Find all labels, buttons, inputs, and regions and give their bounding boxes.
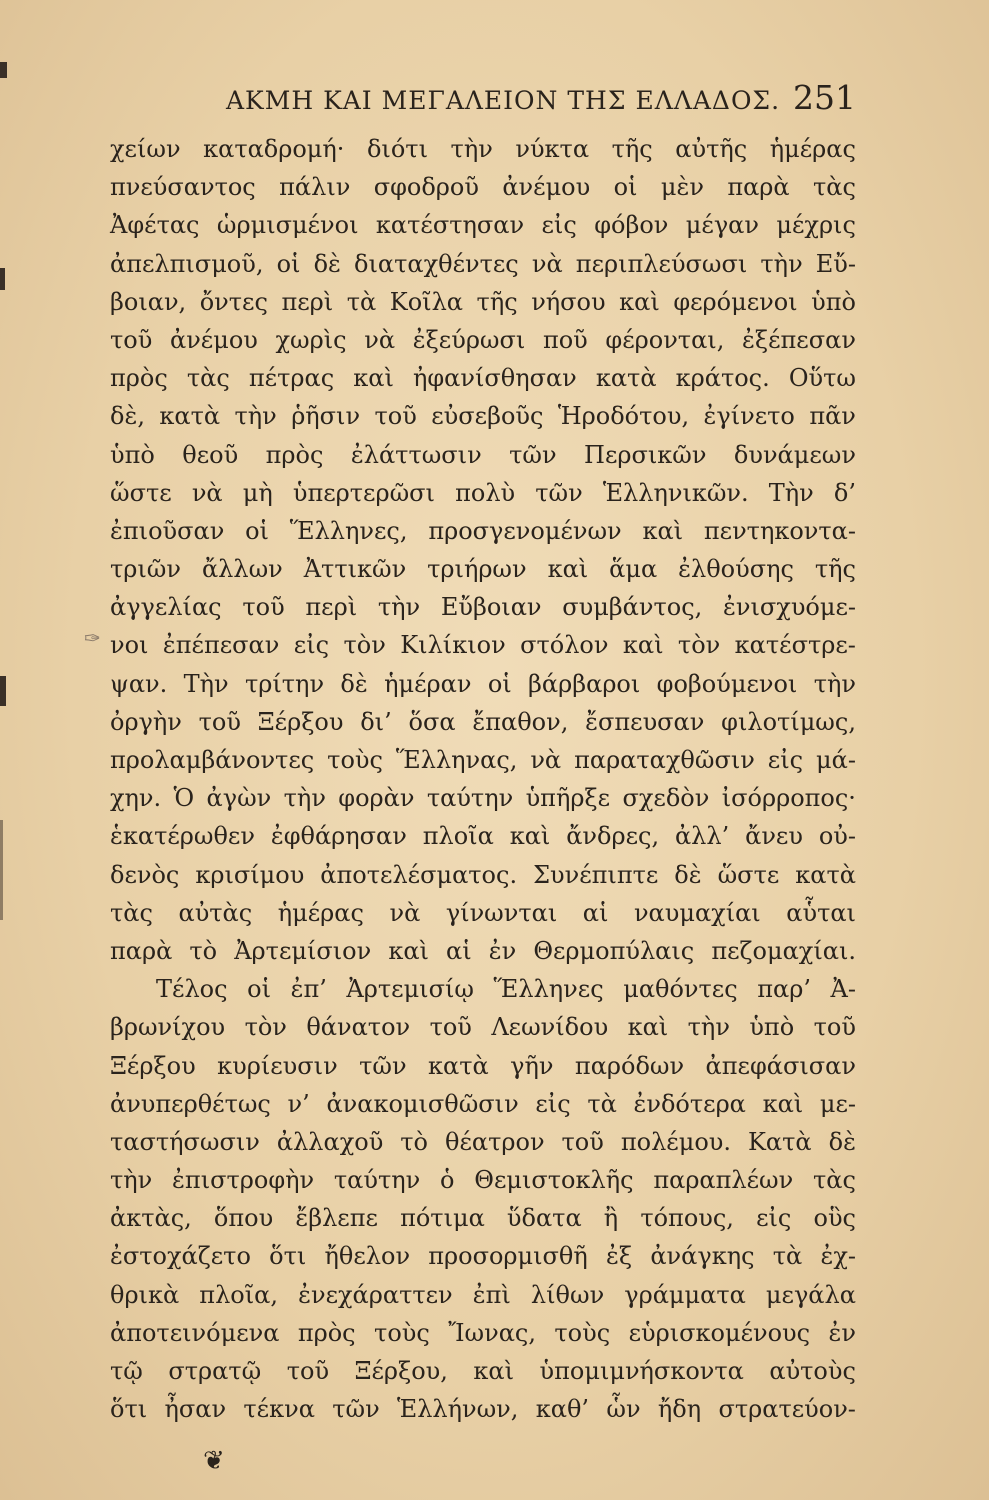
running-title: ΑΚΜΗ ΚΑΙ ΜΕΓΑΛΕΙΟΝ ΤΗΣ ΕΛΛΑΔΟΣ. — [226, 86, 781, 115]
text-line: δενὸς κρισίμου ἀποτελέσματος. Συνέπιπτε δὲ ὥστε κατὰ — [110, 860, 856, 889]
page-number: 251 — [793, 78, 856, 117]
text-line: Ξέρξου κυρίευσιν τῶν κατὰ γῆν παρόδων ἀπεφάσισαν — [110, 1051, 856, 1080]
body-text — [110, 130, 856, 1428]
text-line: νοι ἐπέπεσαν εἰς τὸν Κιλίκιον στόλον καὶ τὸν κατέστρε- — [110, 631, 856, 660]
text-line: πνεύσαντος πάλιν σφοδροῦ ἀνέμου οἱ μὲν παρὰ τὰς — [110, 173, 856, 202]
ornament-icon: ❦ — [203, 1446, 225, 1476]
text-line: βοιαν, ὄντες περὶ τὰ Κοῖλα τῆς νήσου καὶ φερόμενοι ὑπὸ — [110, 287, 856, 316]
text-line: θρικὰ πλοῖα, ἐνεχάραττεν ἐπὶ λίθων γράμματα μεγάλα — [110, 1280, 856, 1309]
text-line: ταστήσωσιν ἀλλαχοῦ τὸ θέατρον τοῦ πολέμου. Κατὰ δὲ — [110, 1127, 856, 1156]
text-line: δὲ, κατὰ τὴν ῥῆσιν τοῦ εὐσεβοῦς Ἡροδότου, ἐγίνετο πᾶν — [110, 402, 856, 431]
text-line: ἀνυπερθέτως ν’ ἀνακομισθῶσιν εἰς τὰ ἐνδότερα καὶ με- — [110, 1089, 856, 1118]
text-line: χείων καταδρομή· διότι τὴν νύκτα τῆς αὐτῆς ἡμέρας — [110, 135, 856, 163]
text-line: Τέλος οἱ ἐπ’ Ἀρτεμισίῳ Ἕλληνες μαθόντες παρ’ Ἀ- — [156, 975, 856, 1004]
text-line: ἀκτὰς, ὅπου ἔβλεπε πότιμα ὕδατα ἢ τόπους, εἰς οὓς — [110, 1204, 856, 1233]
text-line: ἀγγελίας τοῦ περὶ τὴν Εὔβοιαν συμβάντος, ἐνισχυόμε- — [110, 593, 856, 622]
left-edge-mark — [0, 820, 3, 920]
text-line: ὑπὸ θεοῦ πρὸς ἐλάττωσιν τῶν Περσικῶν δυνάμεων — [110, 440, 856, 469]
text-line: ψαν. Τὴν τρίτην δὲ ἡμέραν οἱ βάρβαροι φοβούμενοι τὴν — [110, 669, 856, 698]
text-line: Ἀφέτας ὡρμισμένοι κατέστησαν εἰς φόβον μέγαν μέχρις — [110, 211, 856, 240]
running-header — [226, 78, 856, 118]
text-line: τὰς αὐτὰς ἡμέρας νὰ γίνωνται αἱ ναυμαχίαι αὗται — [110, 898, 856, 927]
text-line: χην. Ὁ ἀγὼν τὴν φορὰν ταύτην ὑπῆρξε σχεδὸν ἰσόρροπος· — [110, 784, 856, 813]
text-line: ἀπελπισμοῦ, οἱ δὲ διαταχθέντες νὰ περιπλεύσωσι τὴν Εὔ- — [110, 249, 856, 278]
text-line: τοῦ ἀνέμου χωρὶς νὰ ἐξεύρωσι ποῦ φέρονται, ἐξέπεσαν — [110, 325, 856, 354]
text-line: τῷ στρατῷ τοῦ Ξέρξου, καὶ ὑπομιμνήσκοντα αὐτοὺς — [110, 1357, 856, 1385]
text-line: ὀργὴν τοῦ Ξέρξου δι’ ὅσα ἔπαθον, ἔσπευσαν φιλοτίμως, — [110, 707, 856, 736]
left-edge-mark — [0, 268, 5, 290]
text-line: τριῶν ἄλλων Ἀττικῶν τριήρων καὶ ἅμα ἐλθούσης τῆς — [110, 555, 856, 584]
text-line: πρὸς τὰς πέτρας καὶ ἠφανίσθησαν κατὰ κράτος. Οὕτω — [110, 364, 856, 393]
text-line: ὅτι ἦσαν τέκνα τῶν Ἑλλήνων, καθ’ ὧν ἤδη στρατεύον- — [110, 1395, 856, 1424]
text-line: ἀποτεινόμενα πρὸς τοὺς Ἴωνας, τοὺς εὑρισκομένους ἐν — [110, 1318, 856, 1347]
text-line: ὥστε νὰ μὴ ὑπερτερῶσι πολὺ τῶν Ἑλληνικῶν. Τὴν δ’ — [110, 478, 856, 507]
text-line: ἑκατέρωθεν ἐφθάρησαν πλοῖα καὶ ἄνδρες, ἀλλ’ ἄνευ οὐ- — [110, 822, 856, 851]
text-line: ἐστοχάζετο ὅτι ἤθελον προσορμισθῆ ἐξ ἀνάγκης τὰ ἐχ- — [110, 1242, 856, 1271]
left-edge-mark — [0, 62, 7, 78]
text-line: παρὰ τὸ Ἀρτεμίσιον καὶ αἱ ἐν Θερμοπύλαις πεζομαχίαι. — [110, 936, 856, 965]
text-line: ἐπιοῦσαν οἱ Ἕλληνες, προσγενομένων καὶ πεντηκοντα- — [110, 516, 856, 545]
text-line: τὴν ἐπιστροφὴν ταύτην ὁ Θεμιστοκλῆς παραπλέων τὰς — [110, 1166, 856, 1195]
left-edge-mark — [0, 676, 6, 706]
text-line: προλαμβάνοντες τοὺς Ἕλληνας, νὰ παραταχθῶσιν εἰς μά- — [110, 746, 856, 774]
margin-mark: ✑ — [84, 626, 101, 650]
text-line: βρωνίχου τὸν θάνατον τοῦ Λεωνίδου καὶ τὴν ὑπὸ τοῦ — [110, 1013, 856, 1042]
